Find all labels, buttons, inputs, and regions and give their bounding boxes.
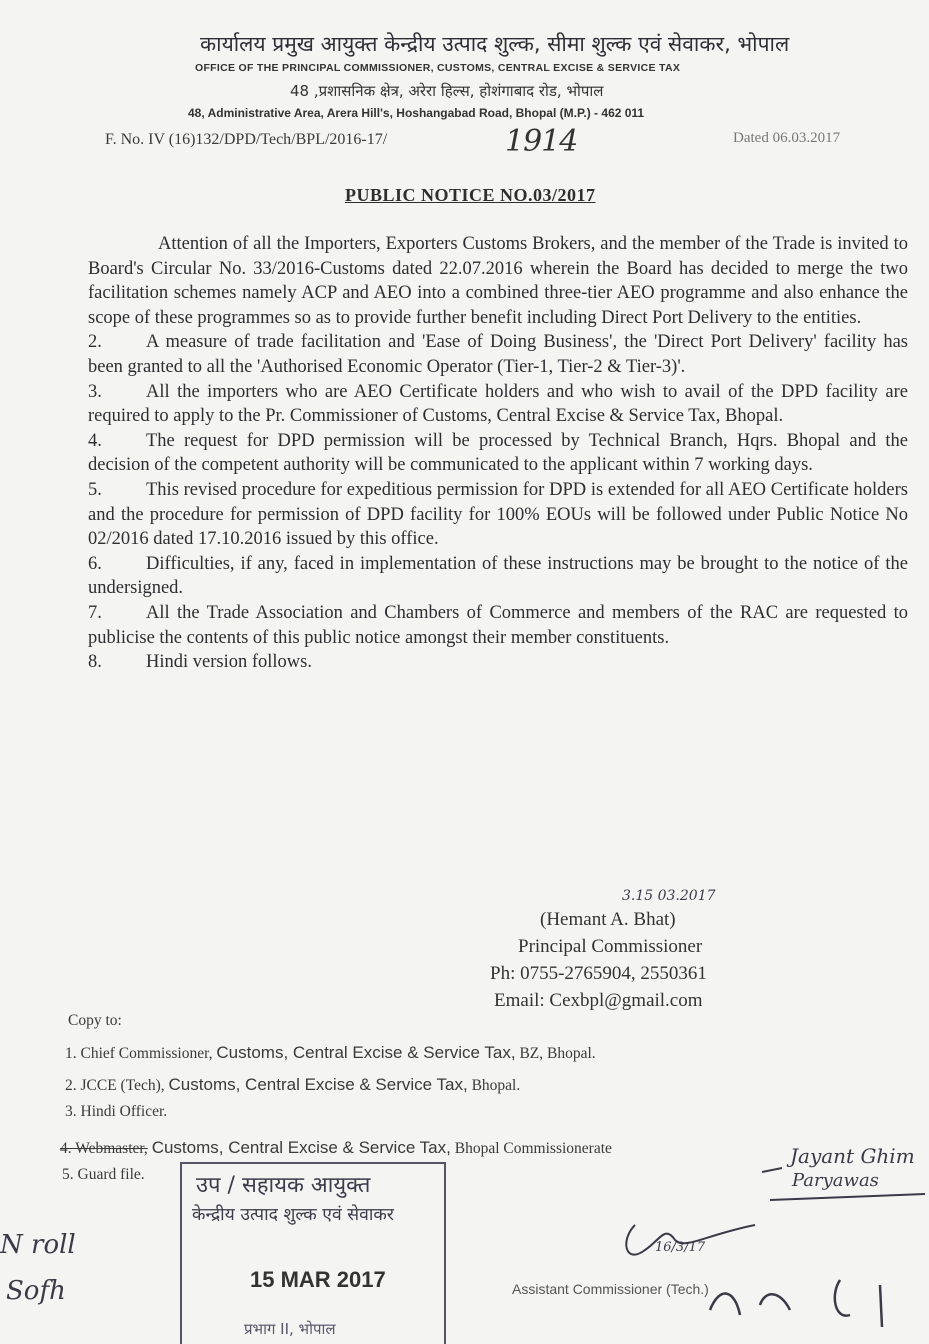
paragraph-6-text: Difficulties, if any, faced in implementation of these instructions may be brought to the notice of the undersigned. bbox=[88, 553, 908, 599]
paragraph-number: 2. bbox=[88, 332, 102, 353]
copy-item-prefix: 5. Guard file. bbox=[62, 1166, 145, 1183]
office-address-english: 48, Administrative Area, Arera Hill's, Hoshangabad Road, Bhopal (M.P.) - 462 011 bbox=[188, 106, 645, 120]
paragraph-number: 3. bbox=[88, 381, 102, 402]
handwritten-scribble bbox=[700, 1265, 900, 1329]
signatory-designation: Principal Commissioner bbox=[518, 936, 703, 957]
paragraph-5-text: This revised procedure for expeditious permission for DPD is extended for all AEO Certificate holders and the procedure for permission of DPD facility for 100% EOUs will be followed under Public Notice No 02/2016 dated 17.10.2016 issued by this office. bbox=[88, 479, 908, 550]
copy-item-prefix: 2. JCCE (Tech), bbox=[65, 1077, 165, 1094]
file-number: F. No. IV (16)132/DPD/Tech/BPL/2016-17/ bbox=[105, 131, 388, 148]
copy-item-suffix: Bhopal. bbox=[471, 1077, 521, 1094]
stamp-division: प्रभाग II, भोपाल bbox=[244, 1320, 336, 1338]
handwritten-initials bbox=[615, 1195, 765, 1275]
assistant-commissioner-designation: Assistant Commissioner (Tech.) bbox=[512, 1281, 709, 1297]
copy-to-item-1 bbox=[65, 1043, 596, 1063]
stamp-department: केन्द्रीय उत्पाद शुल्क एवं सेवाकर bbox=[192, 1205, 394, 1225]
paragraph-1-text: Attention of all the Importers, Exporters Customs Brokers, and the member of the Trade is invited to Board's Circular No. 33/2016-Customs dated 22.07.2016 wherein the Board has decided to merge the two facilitation schemes namely ACP and AEO into a combined three-tier AEO programme and also enhance the scope of these programmes so as to provide further benefit including Direct Port Delivery to the entities. bbox=[88, 234, 908, 328]
signatory-email bbox=[494, 990, 703, 1012]
notice-body bbox=[88, 232, 908, 675]
paragraph-2-text: A measure of trade facilitation and 'Ease of Doing Business', the 'Direct Port Delivery' facility has been granted to all the 'Authorised Economic Operator (Tier-1, Tier-2 & Tier-3)'. bbox=[88, 332, 908, 377]
copy-to-item-3 bbox=[65, 1103, 167, 1121]
copy-item-main: Customs, Central Excise & Service Tax, bbox=[216, 1043, 516, 1062]
copy-item-main: Customs, Central Excise & Service Tax, bbox=[168, 1075, 468, 1094]
paragraph-7-text: All the Trade Association and Chambers of Commerce and members of the RAC are requested to publicise the contents of this public notice amongst their member constituents. bbox=[88, 602, 908, 648]
paragraph-8 bbox=[88, 650, 908, 675]
paragraph-2 bbox=[88, 330, 908, 379]
paragraph-number: 5. bbox=[88, 479, 102, 500]
paragraph-3 bbox=[88, 380, 908, 429]
paragraph-8-text: Hindi version follows. bbox=[146, 652, 312, 673]
received-stamp bbox=[180, 1162, 446, 1344]
signatory-phone: Ph: 0755-2765904, 2550361 bbox=[490, 963, 707, 984]
stamp-date: 15 MAR 2017 bbox=[250, 1267, 386, 1292]
paragraph-4 bbox=[88, 429, 908, 478]
signatory-email-text: Email: Cexbpl@gmail.com bbox=[494, 990, 703, 1011]
copy-item-suffix: Bhopal Commissionerate bbox=[454, 1140, 612, 1157]
handwritten-initials-date: 16/3/17 bbox=[655, 1240, 706, 1255]
copy-to-item-4 bbox=[60, 1138, 612, 1158]
copy-to-item-5 bbox=[62, 1166, 145, 1184]
paragraph-3-text: All the importers who are AEO Certificate holders and who wish to avail of the DPD facility are required to apply to the Pr. Commissioner of Customs, Central Excise & Service Tax, Bhopal. bbox=[88, 381, 908, 427]
paragraph-number: 6. bbox=[88, 553, 102, 574]
handwritten-note-name-2: Paryawas bbox=[792, 1170, 879, 1191]
copy-item-suffix: BZ, Bhopal. bbox=[519, 1045, 596, 1062]
copy-item-prefix: 4. Webmaster, bbox=[60, 1140, 148, 1157]
copy-item-prefix: 3. Hindi Officer. bbox=[65, 1103, 168, 1120]
office-address-hindi: 48 ,प्रशासनिक क्षेत्र, अरेरा हिल्स, होशंगाबाद रोड, भोपाल bbox=[290, 82, 604, 100]
handwritten-left-note-2: Sofh bbox=[6, 1276, 66, 1306]
notice-date: Dated 06.03.2017 bbox=[733, 130, 841, 146]
notice-title: PUBLIC NOTICE NO.03/2017 bbox=[345, 185, 596, 205]
paragraph-number: 7. bbox=[88, 602, 102, 623]
paragraph-number: 4. bbox=[88, 430, 102, 451]
office-name-hindi: कार्यालय प्रमुख आयुक्त केन्द्रीय उत्पाद शुल्क, सीमा शुल्क एवं सेवाकर, भोपाल bbox=[200, 32, 790, 56]
paragraph-7 bbox=[88, 601, 908, 650]
handwritten-left-note: N roll bbox=[0, 1230, 76, 1260]
paragraph-number: 8. bbox=[88, 652, 102, 673]
paragraph-4-text: The request for DPD permission will be processed by Technical Branch, Hqrs. Bhopal and the decision of the competent authority will be communicated to the applicant within 7 working days. bbox=[88, 430, 908, 476]
paragraph-6 bbox=[88, 552, 908, 601]
handwritten-note-name: Jayant Ghim bbox=[790, 1144, 915, 1168]
signatory-name: (Hemant A. Bhat) bbox=[540, 909, 676, 930]
handwritten-file-number: 1914 bbox=[505, 124, 578, 159]
office-name-english: OFFICE OF THE PRINCIPAL COMMISSIONER, CUSTOMS, CENTRAL EXCISE & SERVICE TAX bbox=[195, 62, 681, 74]
paragraph-5 bbox=[88, 478, 908, 552]
copy-to-label: Copy to: bbox=[68, 1012, 122, 1029]
copy-item-main: Customs, Central Excise & Service Tax, bbox=[151, 1138, 451, 1157]
copy-item-prefix: 1. Chief Commissioner, bbox=[65, 1045, 213, 1062]
handwritten-underline bbox=[760, 1150, 929, 1210]
stamp-designation: उप / सहायक आयुक्त bbox=[196, 1173, 371, 1198]
copy-to-item-2 bbox=[65, 1075, 520, 1095]
paragraph-1 bbox=[88, 232, 908, 330]
handwritten-signature-date: 3.15 03.2017 bbox=[622, 888, 716, 904]
